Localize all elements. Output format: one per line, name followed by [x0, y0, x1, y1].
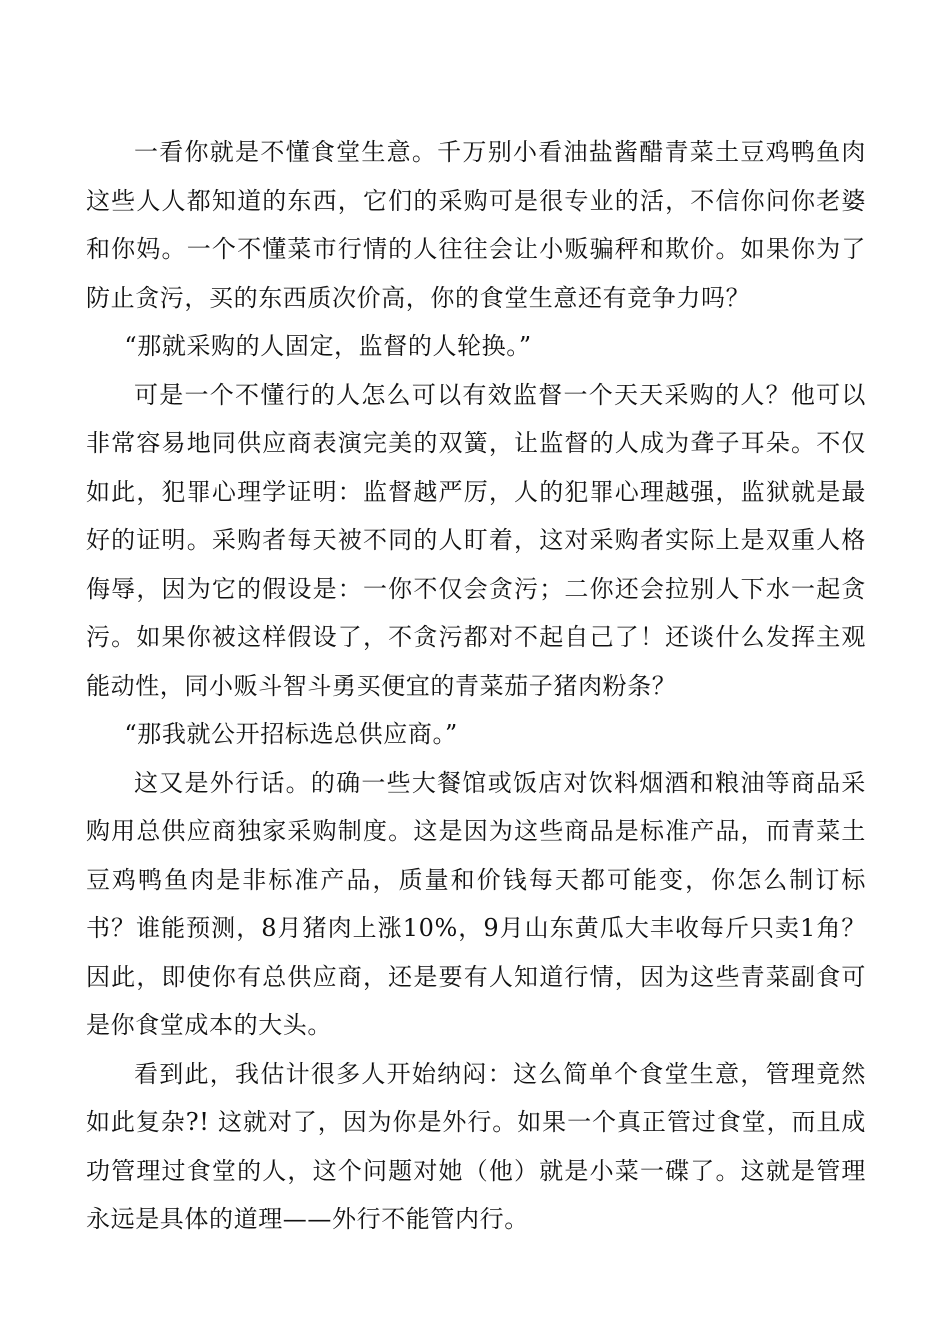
paragraph-supervision: 可是一个不懂行的人怎么可以有效监督一个天天采购的人？他可以非常容易地同供应商表演完美的双簧，让监督的人成为聋子耳朵。不仅如此，犯罪心理学证明：监督越严厉，人的犯罪心理越强，监狱就是最好的证明。采购者每天被不同的人盯着，这对采购者实际上是双重人格侮辱，因为它的假设是：一你不仅会贪污；二你还会拉别人下水一起贪污。如果你被这样假设了，不贪污都对不起自己了！还谈什么发挥主观能动性，同小贩斗智斗勇买便宜的青菜茄子猪肉粉条？: [86, 380, 866, 700]
paragraph-canteen-business: 一看你就是不懂食堂生意。千万别小看油盐酱醋青菜土豆鸡鸭鱼肉这些人人都知道的东西，它们的采购可是很专业的活，不信你问你老婆和你妈。一个不懂菜市行情的人往往会让小贩骗秤和欺价。如果你为了防止贪污，买的东西质次价高，你的食堂生意还有竞争力吗？: [86, 138, 866, 312]
document-body: [86, 128, 866, 1244]
paragraph-quote-rotation: “那就采购的人固定，监督的人轮换。”: [124, 332, 532, 360]
paragraph-quote-bidding: “那我就公开招标选总供应商。”: [124, 720, 458, 748]
paragraph-conclusion: 看到此，我估计很多人开始纳闷：这么简单个食堂生意，管理竟然如此复杂?! 这就对了，因为你是外行。如果一个真正管过食堂，而且成功管理过食堂的人，这个问题对她（他）就是小菜一碟了。这就是管理永远是具体的道理——外行不能管内行。: [86, 1059, 866, 1233]
paragraph-standard-products: 这又是外行话。的确一些大餐馆或饭店对饮料烟酒和粮油等商品采购用总供应商独家采购制度。这是因为这些商品是标准产品，而青菜土豆鸡鸭鱼肉是非标准产品，质量和价钱每天都可能变，你怎么制订标书？谁能预测，8月猪肉上涨10%，9月山东黄瓜大丰收每斤只卖1角？因此，即使你有总供应商，还是要有人知道行情，因为这些青菜副食可是你食堂成本的大头。: [86, 768, 866, 1039]
